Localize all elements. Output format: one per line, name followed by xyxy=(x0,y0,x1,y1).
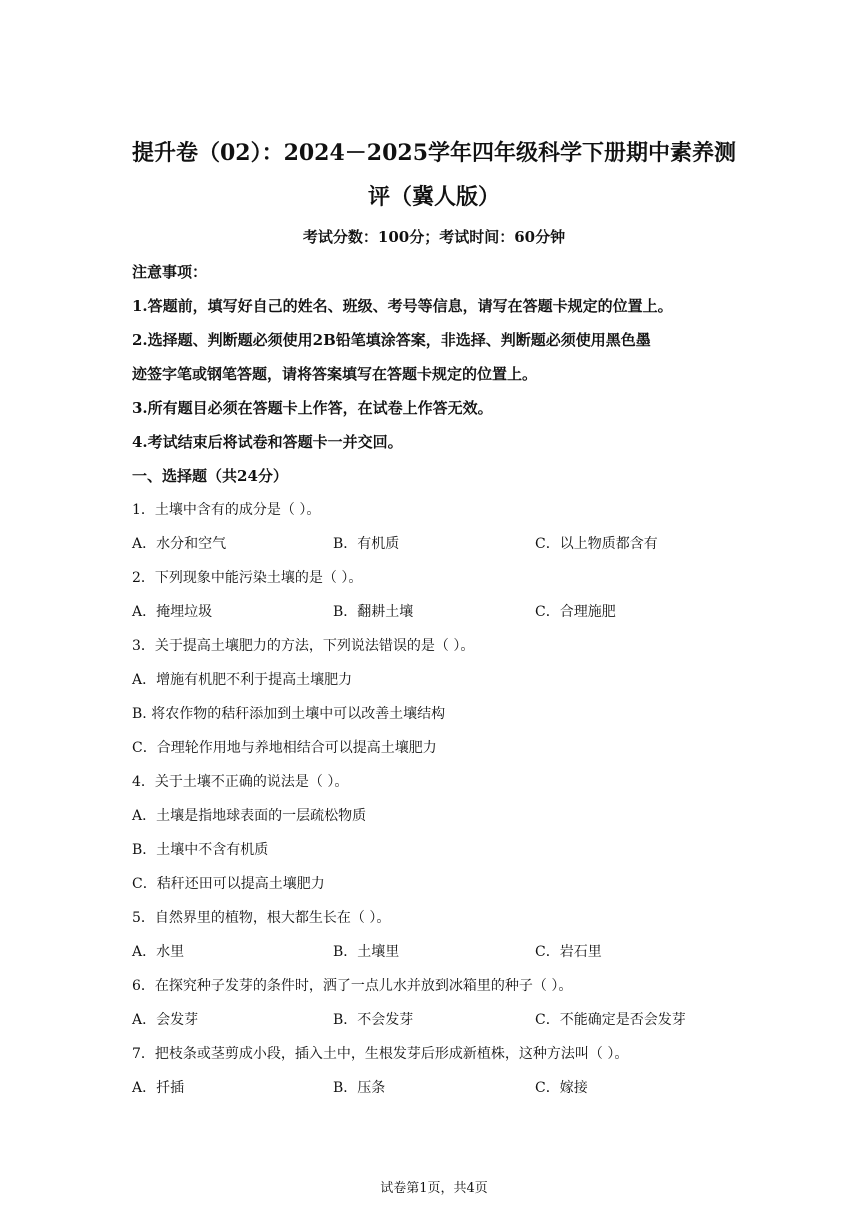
option-b: B．压条 xyxy=(333,1080,386,1096)
option-a: A．掩埋垃圾 xyxy=(132,604,213,620)
exam-title-line-2: 评（冀人版） xyxy=(367,184,500,210)
option-c: C．岩石里 xyxy=(535,944,602,960)
option-c: C．嫁接 xyxy=(535,1080,588,1096)
option-b: B．翻耕土壤 xyxy=(333,604,414,620)
question-6-stem: 6．在探究种子发芽的条件时，洒了一点儿水并放到冰箱里的种子（ ）。 xyxy=(132,978,573,994)
question-4-option-a: A．土壤是指地球表面的一层疏松物质 xyxy=(132,808,367,824)
question-3-option-a: A．增施有机肥不利于提高土壤肥力 xyxy=(132,672,353,688)
option-a: A．扦插 xyxy=(132,1080,185,1096)
option-b: B．有机质 xyxy=(333,536,400,552)
option-a: A．水里 xyxy=(132,944,185,960)
question-2-stem: 2．下列现象中能污染土壤的是（ ）。 xyxy=(132,570,363,586)
section-heading: 一、选择题（共24分） xyxy=(132,467,288,485)
option-b: B．土壤里 xyxy=(333,944,400,960)
question-7-stem: 7．把枝条或茎剪成小段，插入土中，生根发芽后形成新植株，这种方法叫（ ）。 xyxy=(132,1046,629,1062)
note-item-2-cont: 迹签字笔或钢笔答题，请将答案填写在答题卡规定的位置上。 xyxy=(132,365,538,383)
option-c: C．不能确定是否会发芽 xyxy=(535,1012,686,1028)
question-4-option-b: B．土壤中不含有机质 xyxy=(132,842,269,858)
note-item-1: 1.答题前，填写好自己的姓名、班级、考号等信息，请写在答题卡规定的位置上。 xyxy=(132,297,673,315)
question-3-stem: 3．关于提高土壤肥力的方法，下列说法错误的是（ ）。 xyxy=(132,638,475,654)
note-item-4: 4.考试结束后将试卷和答题卡一并交回。 xyxy=(132,433,403,451)
question-3-option-c: C．合理轮作用地与养地相结合可以提高土壤肥力 xyxy=(132,740,437,756)
notes-heading: 注意事项： xyxy=(132,263,208,281)
question-1-stem: 1．土壤中含有的成分是（ ）。 xyxy=(132,502,321,518)
exam-info: 考试分数：100分；考试时间：60分钟 xyxy=(302,228,566,246)
question-3-option-b: B. 将农作物的秸秆添加到土壤中可以改善土壤结构 xyxy=(132,706,446,722)
question-4-stem: 4．关于土壤不正确的说法是（ ）。 xyxy=(132,774,349,790)
option-a: A．会发芽 xyxy=(132,1012,199,1028)
option-c: C．合理施肥 xyxy=(535,604,616,620)
option-c: C．以上物质都含有 xyxy=(535,536,658,552)
exam-title-line-1: 提升卷（02）：2024－2025学年四年级科学下册期中素养测 xyxy=(131,140,737,166)
question-4-option-c: C．秸秆还田可以提高土壤肥力 xyxy=(132,876,325,892)
note-item-3: 3.所有题目必须在答题卡上作答，在试卷上作答无效。 xyxy=(132,399,493,417)
page-footer: 试卷第1页，共4页 xyxy=(380,1181,488,1196)
option-b: B．不会发芽 xyxy=(333,1012,414,1028)
question-5-stem: 5．自然界里的植物，根大都生长在（ ）。 xyxy=(132,910,391,926)
option-a: A．水分和空气 xyxy=(132,536,227,552)
note-item-2: 2.选择题、判断题必须使用2B铅笔填涂答案，非选择、判断题必须使用黑色墨 xyxy=(132,331,651,349)
